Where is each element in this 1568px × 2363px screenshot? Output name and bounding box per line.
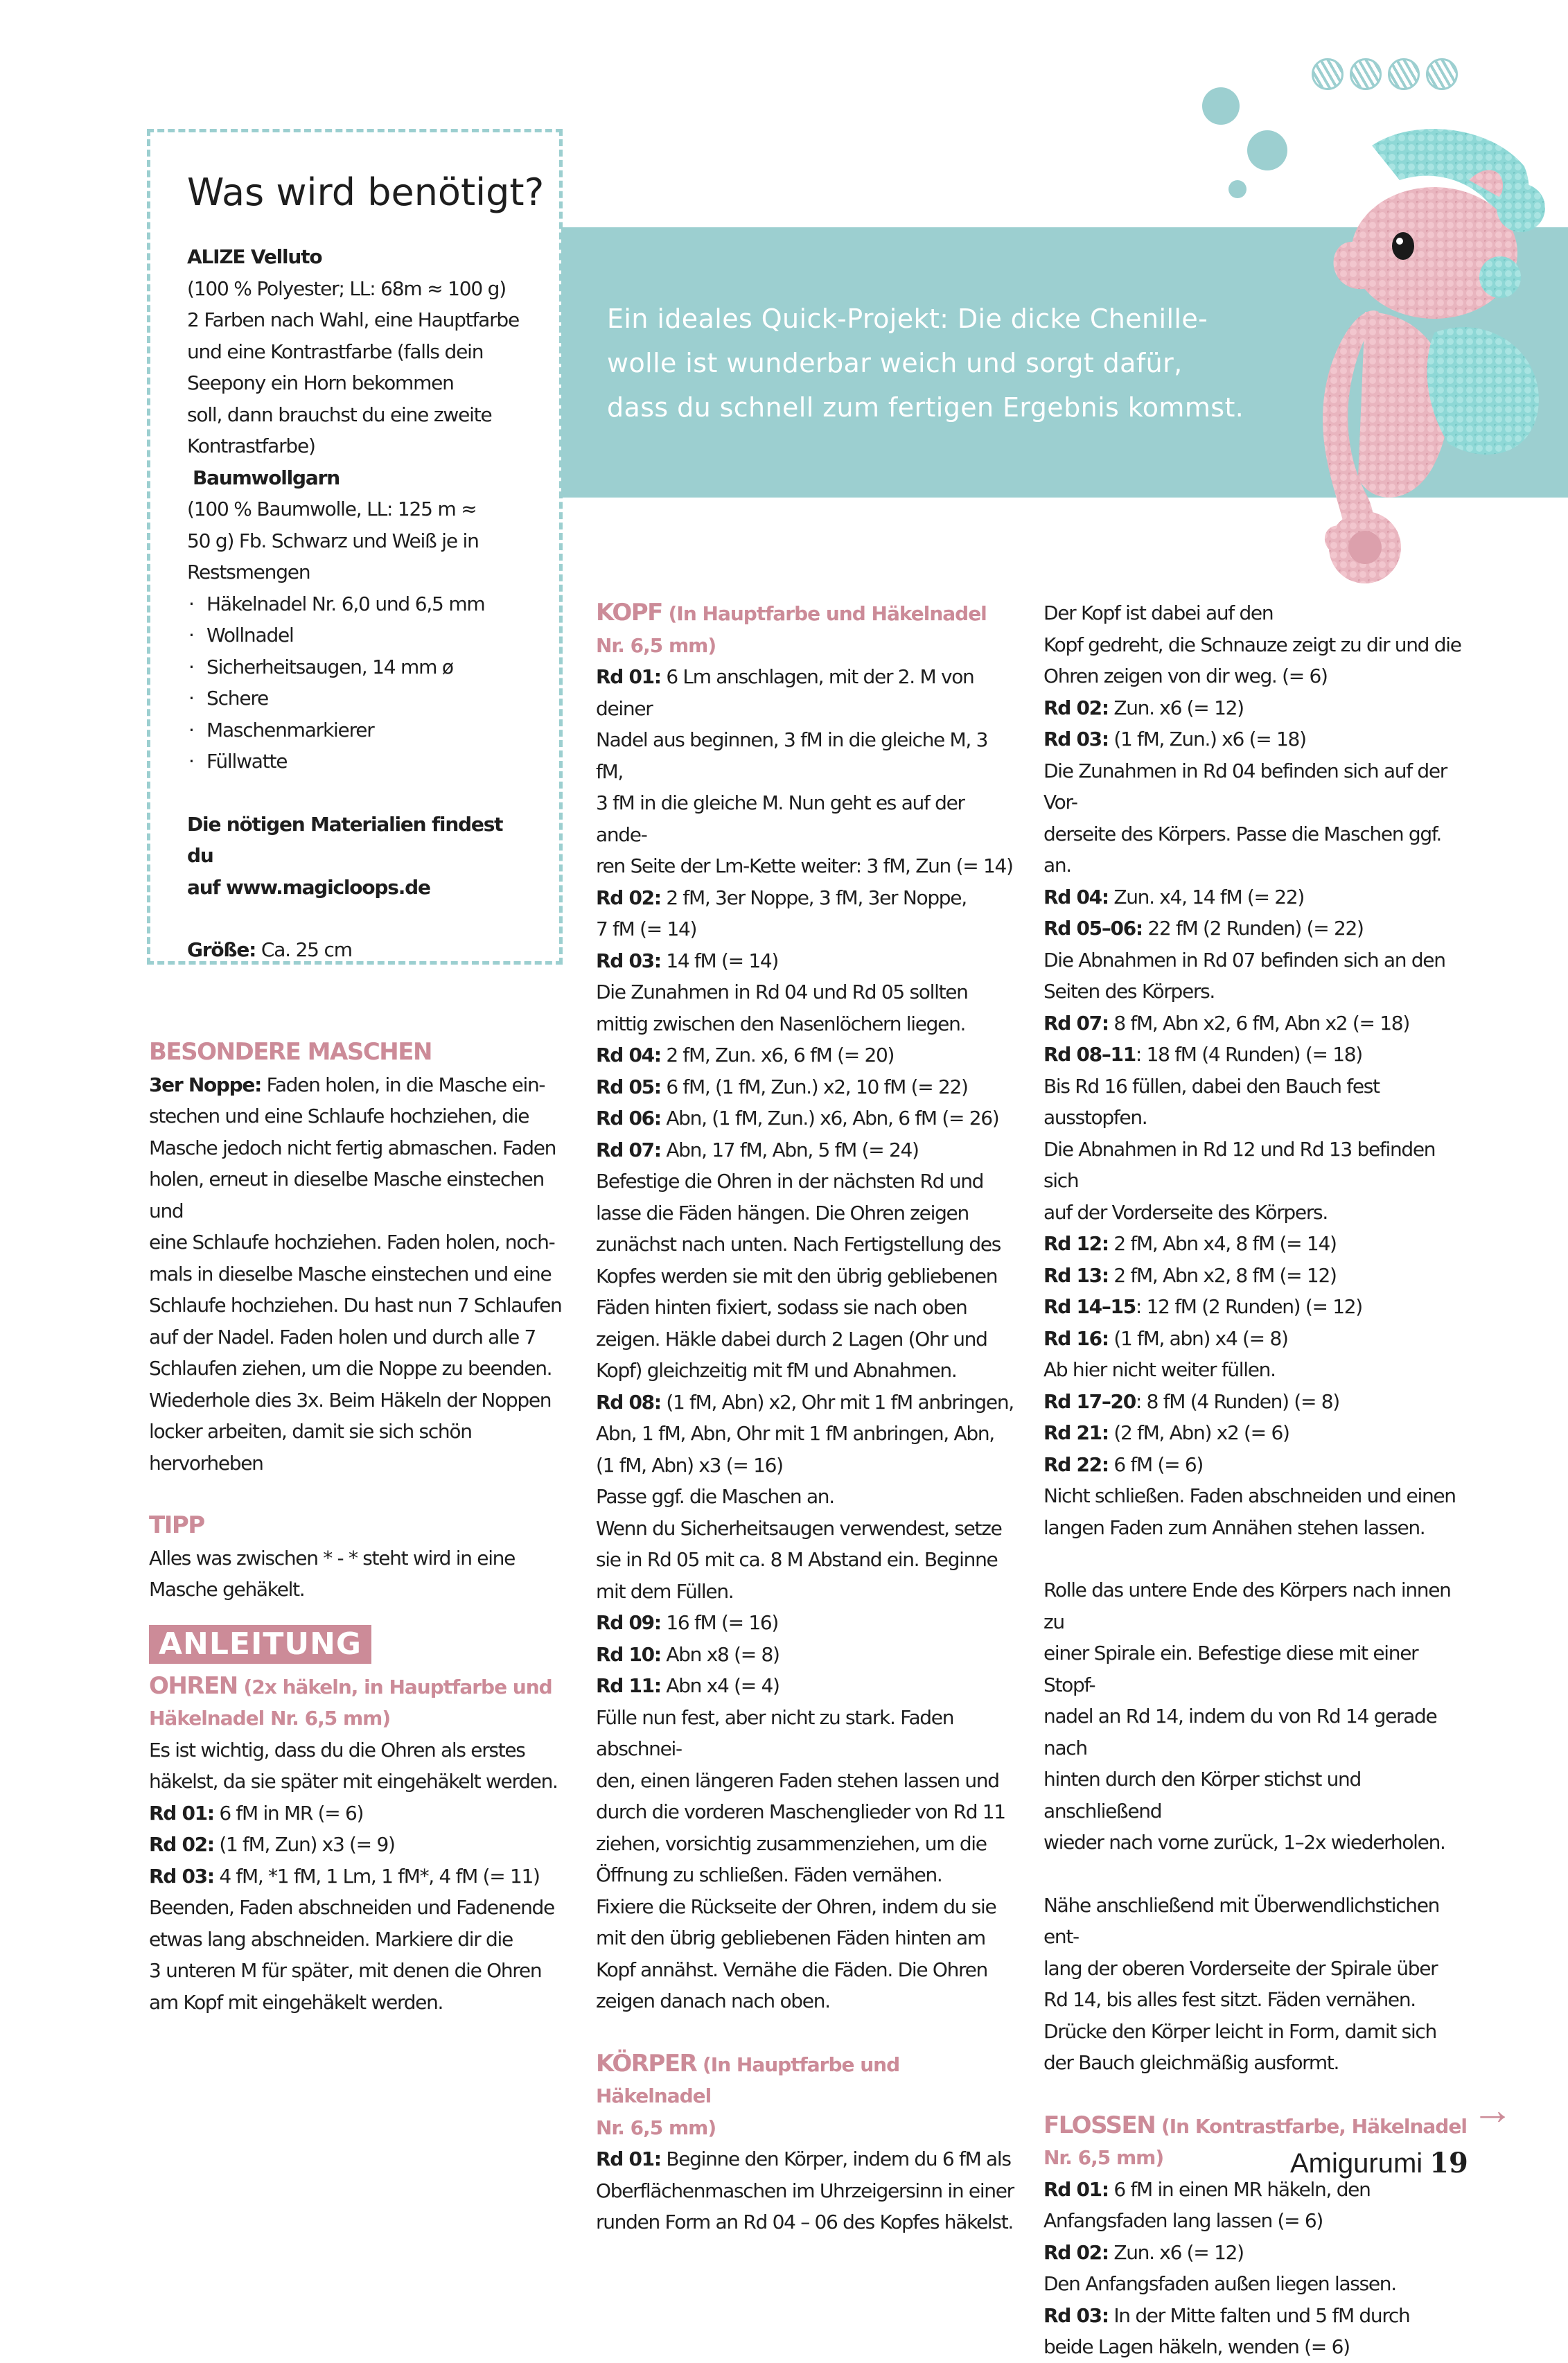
note-line: Fäden hinten fixiert, sodass sie nach oben <box>596 1296 967 1319</box>
note-line: derseite des Körpers. Passe die Maschen ggf. an. <box>1043 822 1441 877</box>
yarn2-line: (100 % Baumwolle, LL: 125 m ≈ <box>187 498 477 520</box>
note-line: sie in Rd 05 mit ca. 8 M Abstand ein. Beginne <box>596 1548 998 1571</box>
right-column <box>1043 597 1473 2363</box>
page-number: 19 <box>1429 2147 1468 2179</box>
tipp-line: Alles was zwischen * - * steht wird in eine <box>149 1546 516 1570</box>
noppe-text-line: mals in dieselbe Masche einstechen und eine <box>149 1262 552 1285</box>
note-line: einer Spirale ein. Befestige diese mit einer Stopf- <box>1043 1642 1418 1696</box>
size-value: Ca. 25 cm <box>256 938 352 961</box>
middle-column <box>596 597 1019 2238</box>
round-line: Rd 22: 6 fM (= 6) <box>1043 1452 1203 1476</box>
yarn2-name: Baumwollgarn <box>193 466 340 489</box>
round-line: ren Seite der Lm-Kette weiter: 3 fM, Zun (= 14) <box>596 854 1013 877</box>
note-line: Seiten des Körpers. <box>1043 980 1215 1003</box>
round-line: Rd 08: (1 fM, Abn) x2, Ohr mit 1 fM anbringen, <box>596 1390 1014 1414</box>
note-line: nadel an Rd 14, indem du von Rd 14 gerade nach <box>1043 1705 1437 1759</box>
yarn-ball-icon <box>1388 58 1420 90</box>
note-line: Fixiere die Rückseite der Ohren, indem du sie <box>596 1895 996 1918</box>
round-line: Rd 03: 14 fM (= 14) <box>596 949 779 972</box>
noppe-text-line: Schlaufen ziehen, um die Noppe zu beenden. <box>149 1357 552 1380</box>
note-line: Öffnung zu schließen. Fäden vernähen. <box>596 1863 942 1886</box>
shop-line: Die nötigen Materialien findest du <box>187 812 503 867</box>
note-line: Kopf annähst. Vernähe die Fäden. Die Ohren <box>596 1958 987 1981</box>
round-line: 3 fM in die gleiche M. Nun geht es auf der ande- <box>596 791 964 846</box>
section-subheading-koerper: Nr. 6,5 mm) <box>596 2116 716 2139</box>
round-line: Rd 02: 2 fM, 3er Noppe, 3 fM, 3er Noppe, <box>596 886 967 909</box>
note-line: durch die vorderen Maschenglieder von Rd 11 <box>596 1800 1005 1823</box>
note-line: Wenn du Sicherheitsaugen verwendest, setze <box>596 1516 1002 1540</box>
banner-line: dass du schnell zum fertigen Ergebnis kommst. <box>607 392 1244 423</box>
ohren-intro-line: häkelst, da sie später mit eingehäkelt werden. <box>149 1770 558 1793</box>
note-line: den, einen längeren Faden stehen lassen und <box>596 1768 999 1792</box>
section-heading-ohren: OHREN (2x häkeln, in Hauptfarbe und <box>149 1671 552 1700</box>
size-line <box>187 934 534 966</box>
note-line: Ab hier nicht weiter füllen. <box>1043 1358 1276 1381</box>
round-line: Rd 01: 6 fM in einen MR häkeln, den <box>1043 2177 1371 2201</box>
yarn1-line: Seepony ein Horn bekommen <box>187 371 454 394</box>
note-line: Nicht schließen. Faden abschneiden und einen <box>1043 1484 1456 1507</box>
tool-item: · Sicherheitsaugen, 14 mm ø <box>187 651 534 683</box>
yarn1-line: (100 % Polyester; LL: 68m ≈ 100 g) <box>187 276 506 300</box>
round-line: Rd 07: Abn, 17 fM, Abn, 5 fM (= 24) <box>596 1138 919 1161</box>
tool-item: · Maschenmarkierer <box>187 714 534 746</box>
note-line: ziehen, vorsichtig zusammenziehen, um die <box>596 1831 987 1855</box>
round-line: Rd 14–15: 12 fM (2 Runden) (= 12) <box>1043 1295 1362 1318</box>
note-line: Befestige die Ohren in der nächsten Rd und <box>596 1170 984 1193</box>
round-line: Rd 17–20: 8 fM (4 Runden) (= 8) <box>1043 1389 1339 1413</box>
yarn-ball-icon <box>1312 58 1344 90</box>
tool-item: · Häkelnadel Nr. 6,0 und 6,5 mm <box>187 588 534 620</box>
round-line: Nadel aus beginnen, 3 fM in die gleiche M, 3 fM, <box>596 728 988 783</box>
note-line: Die Zunahmen in Rd 04 und Rd 05 sollten <box>596 981 968 1003</box>
round-line: Rd 07: 8 fM, Abn x2, 6 fM, Abn x2 (= 18) <box>1043 1011 1409 1035</box>
round-line: Rd 06: Abn, (1 fM, Zun.) x6, Abn, 6 fM (= 26) <box>596 1107 999 1130</box>
bubble-icon <box>1202 87 1240 125</box>
note-line: der Bauch gleichmäßig ausformt. <box>1043 2051 1339 2074</box>
noppe-text-line: Wiederhole dies 3x. Beim Häkeln der Noppen <box>149 1388 552 1412</box>
round-line: Oberflächenmaschen im Uhrzeigersinn in einer <box>596 2179 1014 2202</box>
yarn1-line: und eine Kontrastfarbe (falls dein <box>187 340 484 363</box>
noppe-text-line: 3er Noppe: Faden holen, in die Masche ein- <box>149 1073 545 1096</box>
ohren-intro-line: Es ist wichtig, dass du die Ohren als erstes <box>149 1738 525 1762</box>
note-line: Fülle nun fest, aber nicht zu stark. Faden abschnei- <box>596 1705 954 1760</box>
note-line: Passe ggf. die Maschen an. <box>596 1485 834 1508</box>
yarn-ball-icon <box>1350 58 1382 90</box>
note-line: Rd 14, bis alles fest sitzt. Fäden vernähen. <box>1043 1988 1416 2011</box>
note-line: lang der oberen Vorderseite der Spirale über <box>1043 1956 1438 1980</box>
anleitung-heading: ANLEITUNG <box>149 1625 371 1664</box>
note-line: Die Abnahmen in Rd 12 und Rd 13 befinden sich <box>1043 1137 1436 1192</box>
size-label: Größe: <box>187 938 256 961</box>
note-line: Drücke den Körper leicht in Form, damit sich <box>1043 2019 1436 2043</box>
note-line: Rolle das untere Ende des Körpers nach innen zu <box>1043 1579 1451 1633</box>
round-line: Rd 03: 4 fM, *1 fM, 1 Lm, 1 fM*, 4 fM (= 11) <box>149 1864 540 1888</box>
yarn2-line: Restsmengen <box>187 561 310 583</box>
round-line: Rd 02: Zun. x6 (= 12) <box>1043 696 1244 719</box>
noppe-text-line: locker arbeiten, damit sie sich schön hervorheben <box>149 1420 472 1475</box>
note-line: mit dem Füllen. <box>596 1579 734 1603</box>
round-line: Rd 04: 2 fM, Zun. x6, 6 fM (= 20) <box>596 1044 895 1066</box>
round-line: Rd 05: 6 fM, (1 fM, Zun.) x2, 10 fM (= 22) <box>596 1075 968 1098</box>
round-line: Rd 05–06: 22 fM (2 Runden) (= 22) <box>1043 917 1364 940</box>
materials-title: Was wird benötigt? <box>187 170 545 214</box>
note-line: mit den übrig gebliebenen Fäden hinten am <box>596 1926 985 1949</box>
note-line: Kopfes werden sie mit den übrig gebliebenen <box>596 1264 998 1288</box>
round-line: (1 fM, Abn) x3 (= 16) <box>596 1453 783 1477</box>
ohren-outro-line: etwas lang abschneiden. Markiere dir die <box>149 1927 513 1951</box>
note-line: hinten durch den Körper stichst und anschließend <box>1043 1768 1361 1822</box>
tools-list <box>187 588 534 778</box>
ohren-outro-line: am Kopf mit eingehäkelt werden. <box>149 1990 443 2014</box>
note-line: Kopf) gleichzeitig mit fM und Abnahmen. <box>596 1359 957 1382</box>
round-line: Rd 03: In der Mitte falten und 5 fM durch <box>1043 2303 1410 2327</box>
round-line: Rd 01: 6 fM in MR (= 6) <box>149 1801 364 1825</box>
round-line: Rd 13: 2 fM, Abn x2, 8 fM (= 12) <box>1043 1263 1337 1287</box>
materials-list <box>187 241 534 966</box>
round-line: Rd 21: (2 fM, Abn) x2 (= 6) <box>1043 1421 1289 1444</box>
section-subheading-flossen: Nr. 6,5 mm) <box>1043 2146 1164 2169</box>
round-line: 7 fM (= 14) <box>596 917 697 940</box>
round-line: Rd 11: Abn x4 (= 4) <box>596 1674 779 1697</box>
section-subheading-kopf: Nr. 6,5 mm) <box>596 633 716 657</box>
bubble-icon <box>1228 180 1247 198</box>
yarn1-name: ALIZE Velluto <box>187 245 322 268</box>
round-line: Rd 16: (1 fM, abn) x4 (= 8) <box>1043 1326 1288 1350</box>
noppe-label: 3er Noppe: <box>149 1073 261 1096</box>
note-line: Ohren zeigen von dir weg. (= 6) <box>1043 665 1328 687</box>
ohren-outro-line: Beenden, Faden abschneiden und Fadenende <box>149 1896 554 1919</box>
round-line: Rd 10: Abn x8 (= 8) <box>596 1642 779 1666</box>
round-line: runden Form an Rd 04 – 06 des Kopfes häkelst. <box>596 2211 1014 2233</box>
note-line: Die Zunahmen in Rd 04 befinden sich auf der Vor- <box>1043 759 1447 814</box>
round-line: Rd 09: 16 fM (= 16) <box>596 1611 779 1634</box>
yarn2-line: 50 g) Fb. Schwarz und Weiß je in <box>187 529 479 552</box>
note-line: mittig zwischen den Nasenlöchern liegen. <box>596 1012 966 1035</box>
round-line: Rd 02: Zun. x6 (= 12) <box>1043 2240 1244 2264</box>
tool-item: · Füllwatte <box>187 746 534 778</box>
tool-item: · Schere <box>187 683 534 714</box>
banner-line: Ein ideales Quick-Projekt: Die dicke Chenille- <box>607 304 1208 334</box>
round-line: Anfangsfaden lang lassen (= 6) <box>1043 2209 1323 2232</box>
right-arrow-icon: → <box>1472 2087 1513 2133</box>
round-line: Abn, 1 fM, Abn, Ohr mit 1 fM anbringen, Abn, <box>596 1422 994 1445</box>
noppe-text-line: auf der Nadel. Faden holen und durch alle 7 <box>149 1325 536 1349</box>
yarn1-line: soll, dann brauchst du eine zweite <box>187 403 492 426</box>
section-heading-special: BESONDERE MASCHEN <box>149 1038 432 1066</box>
tipp-line: Masche gehäkelt. <box>149 1578 305 1601</box>
round-line: Rd 08–11: 18 fM (4 Runden) (= 18) <box>1043 1043 1362 1066</box>
seahorse-amigurumi-photo <box>1261 104 1552 603</box>
section-heading-flossen: FLOSSEN (In Kontrastfarbe, Häkelnadel <box>1043 2111 1467 2139</box>
round-line: Rd 01: Beginne den Körper, indem du 6 fM als <box>596 2147 1011 2170</box>
left-column <box>149 1037 565 2018</box>
noppe-text-line: Masche jedoch nicht fertig abmaschen. Faden <box>149 1136 556 1159</box>
yarn-ball-icon <box>1426 58 1458 90</box>
shop-link: auf www.magicloops.de <box>187 875 430 899</box>
magazine-name: Amigurumi <box>1290 2148 1423 2179</box>
round-line: beide Lagen häkeln, wenden (= 6) <box>1043 2335 1350 2358</box>
noppe-text-line: Schlaufe hochziehen. Du hast nun 7 Schlaufen <box>149 1294 562 1317</box>
note-line: zunächst nach unten. Nach Fertigstellung des <box>596 1233 1001 1256</box>
note-line: wieder nach vorne zurück, 1–2x wiederholen. <box>1043 1831 1445 1854</box>
section-subheading-ohren: Häkelnadel Nr. 6,5 mm) <box>149 1707 391 1730</box>
round-line: Rd 03: (1 fM, Zun.) x6 (= 18) <box>1043 728 1306 750</box>
noppe-text-line: eine Schlaufe hochziehen. Faden holen, noch- <box>149 1231 555 1254</box>
ohren-outro-line: 3 unteren M für später, mit denen die Ohren <box>149 1959 542 1982</box>
note-line: Die Abnahmen in Rd 07 befinden sich an den <box>1043 948 1445 972</box>
banner-line: wolle ist wunderbar weich und sorgt dafür, <box>607 348 1183 378</box>
round-line: Rd 04: Zun. x4, 14 fM (= 22) <box>1043 885 1304 908</box>
note-line: zeigen. Häkle dabei durch 2 Lagen (Ohr und <box>596 1327 987 1351</box>
note-line: lasse die Fäden hängen. Die Ohren zeigen <box>596 1201 969 1224</box>
section-heading-koerper: KÖRPER (In Hauptfarbe und Häkelnadel <box>596 2049 900 2107</box>
note-line: Nähe anschließend mit Überwendlichstichen ent- <box>1043 1893 1440 1948</box>
note-line: Der Kopf ist dabei auf den <box>1043 601 1274 624</box>
round-line: Rd 02: (1 fM, Zun) x3 (= 9) <box>149 1833 395 1856</box>
note-line: Bis Rd 16 füllen, dabei den Bauch fest ausstopfen. <box>1043 1074 1380 1129</box>
noppe-text-line: stechen und eine Schlaufe hochziehen, die <box>149 1105 529 1127</box>
section-heading-kopf: KOPF (In Hauptfarbe und Häkelnadel <box>596 599 987 626</box>
round-line: Rd 12: 2 fM, Abn x4, 8 fM (= 14) <box>1043 1232 1337 1255</box>
banner-text <box>607 297 1314 430</box>
page-footer <box>1290 2147 1468 2179</box>
note-line: Den Anfangsfaden außen liegen lassen. <box>1043 2272 1396 2295</box>
yarn1-line: 2 Farben nach Wahl, eine Hauptfarbe <box>187 308 520 331</box>
note-line: Kopf gedreht, die Schnauze zeigt zu dir und die <box>1043 633 1461 656</box>
section-heading-tipp: TIPP <box>149 1511 204 1539</box>
noppe-text-line: holen, erneut in dieselbe Masche einstechen und <box>149 1168 544 1222</box>
note-line: auf der Vorderseite des Körpers. <box>1043 1200 1328 1224</box>
note-line: langen Faden zum Annähen stehen lassen. <box>1043 1516 1425 1539</box>
tool-item: · Wollnadel <box>187 620 534 651</box>
note-line: zeigen danach nach oben. <box>596 1989 830 2012</box>
round-line: Rd 01: 6 Lm anschlagen, mit der 2. M von deiner <box>596 665 974 720</box>
yarn1-line: Kontrastfarbe) <box>187 434 315 457</box>
